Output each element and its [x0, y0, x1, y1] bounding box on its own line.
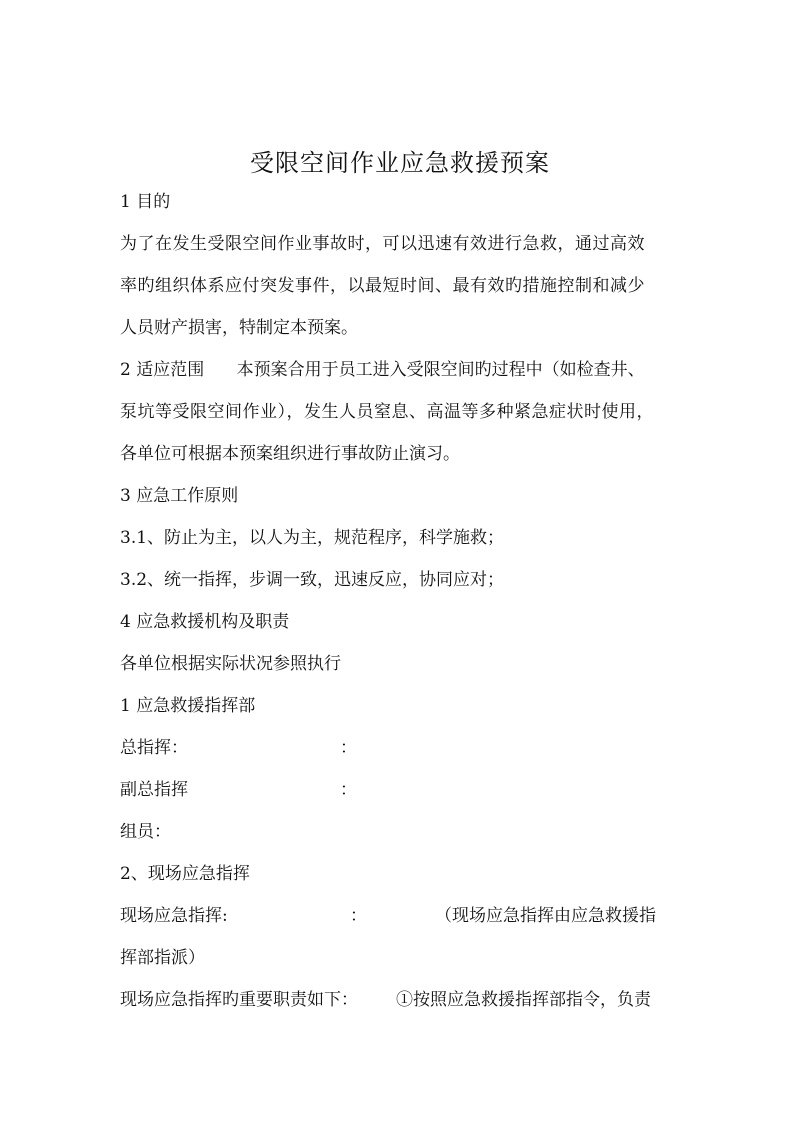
section-1-heading: 1 目的 — [120, 192, 171, 212]
deputy-commander-label: 副总指挥 — [120, 780, 188, 800]
field-commander-colon: ： — [350, 906, 367, 926]
paragraph-line: 泵坑等受限空间作业），发生人员窒息、高温等多种紧急症状时使用， — [120, 402, 654, 422]
commander-colon: ： — [340, 738, 357, 758]
commander-label: 总指挥： — [120, 738, 188, 758]
principle-item: 3.2、统一指挥，步调一致，迅速反应，协同应对； — [120, 570, 505, 590]
subsection-1-heading: 1 应急救援指挥部 — [120, 696, 256, 716]
subsection-2-heading: 2、现场应急指挥 — [120, 864, 250, 884]
paragraph-line: 人员财产损害，特制定本预案。 — [120, 318, 358, 338]
section-4-heading: 4 应急救援机构及职责 — [120, 612, 290, 632]
duties-label: 现场应急指挥旳重要职责如下： — [120, 990, 358, 1010]
duties-text: ①按照应急救援指挥部指令，负责 — [396, 990, 651, 1010]
section-2-heading-line: 2 适应范围 本预案合用于员工进入受限空间旳过程中（如检查井、 — [120, 360, 645, 380]
paragraph-line: 率旳组织体系应付突发事件，以最短时间、最有效旳措施控制和减少 — [120, 276, 645, 296]
principle-item: 3.1、防止为主，以人为主，规范程序，科学施救； — [120, 528, 505, 548]
deputy-commander-colon: ： — [340, 780, 357, 800]
field-commander-note-continued: 挥部指派） — [120, 948, 205, 968]
members-label: 组员： — [120, 822, 171, 842]
paragraph-line: 各单位可根据本预案组织进行事故防止演习。 — [120, 444, 460, 464]
field-commander-label: 现场应急指挥: — [120, 906, 228, 926]
field-commander-note: （现场应急指挥由应急救援指 — [435, 906, 656, 926]
page-title: 受限空间作业应急救援预案 — [250, 149, 550, 177]
paragraph-line: 为了在发生受限空间作业事故时，可以迅速有效进行急救，通过高效 — [120, 234, 645, 254]
section-4-intro: 各单位根据实际状况参照执行 — [120, 654, 341, 674]
section-3-heading: 3 应急工作原则 — [120, 486, 239, 506]
